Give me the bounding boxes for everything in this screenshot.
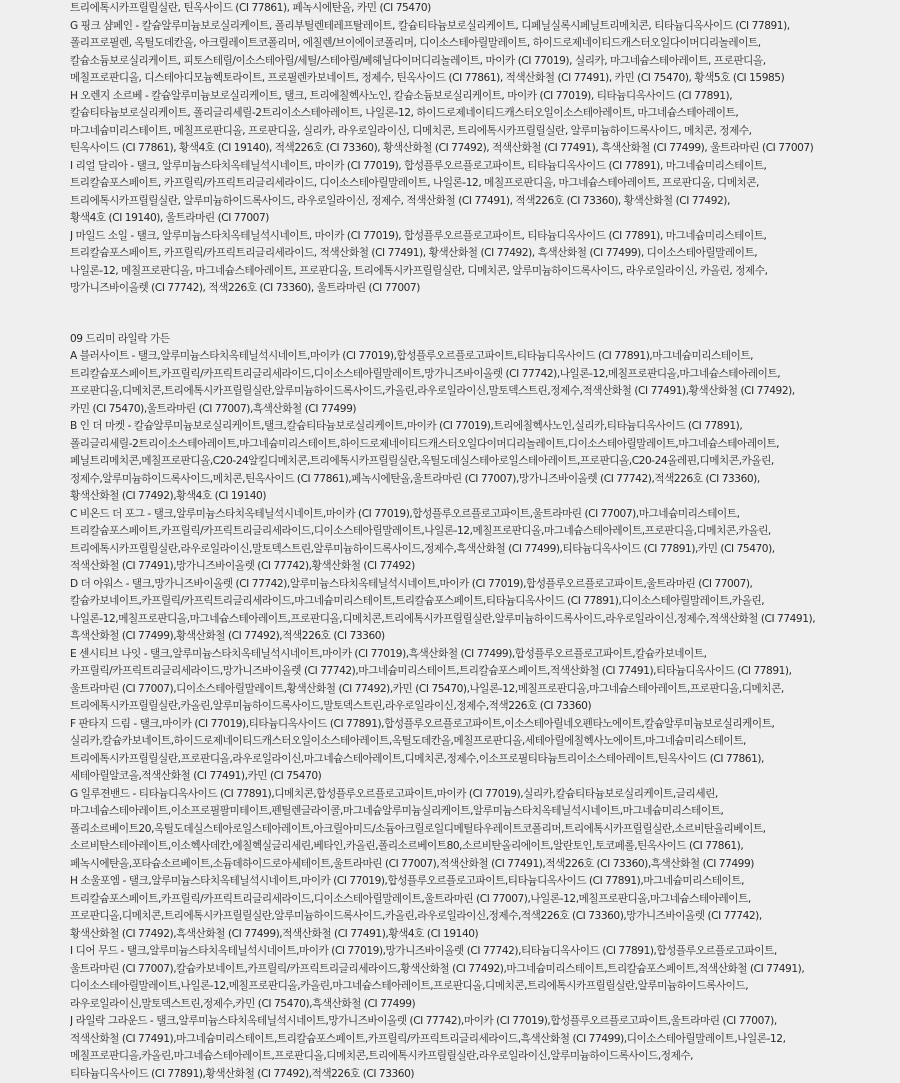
- ingredient-line: 페닐트리메치콘,메칠프로판디올,C20-24알킬디메치콘,트리에톡시카프릴릴실란,옥틸도데실스테아로일스테아레이트,프로판디올,C20-24올레핀,디메치콘,카올린,: [70, 453, 858, 471]
- section-title: 09 드리미 라일락 가든: [70, 331, 858, 349]
- ingredient-line: 트리에톡시카프릴릴실란,카올린,알루미늄하이드록사이드,말토덱스트린,라우로일라이신,정제수,적색226호 (CI 73360): [70, 698, 858, 716]
- ingredient-line: I 디어 무드 - 탤크,알루미늄스타치옥테닐석시네이트,마이카 (CI 77019),망가니즈바이올렛 (CI 77742),티타늄디옥사이드 (CI 77891),합성플루오르플로고파이트,: [70, 943, 858, 961]
- ingredient-line: 울트라마린 (CI 77007),디이소스테아릴말레이트,황색산화철 (CI 77492),카민 (CI 75470),나일론-12,메칠프로판디올,마그네슘스테아레이트,프로판디올,디메치콘,: [70, 681, 858, 699]
- ingredient-line: J 마일드 소일 - 탤크, 알루미늄스타치옥테닐석시네이트, 마이카 (CI 77019), 합성플루오르플로고파이트, 티타늄디옥사이드 (CI 77891), 마그네슘미리스테이트,: [70, 228, 858, 246]
- ingredient-line: H 소울포엠 - 탤크,알루미늄스타치옥테닐석시네이트,마이카 (CI 77019),합성플루오르플로고파이트,티타늄디옥사이드 (CI 77891),마그네슘미리스테이트,: [70, 873, 858, 891]
- ingredient-line: 폴리글리세릴-2트리이소스테아레이트,마그네슘미리스테이트,하이드로제네이티드캐스터오일다이머디리놀레이트,디이소스테아릴말레이트,마그네슘스테아레이트,: [70, 436, 858, 454]
- ingredient-line: D 더 아워스 - 탤크,망가니즈바이올렛 (CI 77742),알루미늄스타치옥테닐석시네이트,마이카 (CI 77019),합성플루오르플로고파이트,울트라마린 (CI 77007),: [70, 576, 858, 594]
- ingredient-line: 카민 (CI 75470),울트라마린 (CI 77007),흑색산화철 (CI 77499): [70, 401, 858, 419]
- ingredient-line: 프로판디올,디메치콘,트리에톡시카프릴릴실란,알루미늄하이드록사이드,카올린,라우로일라이신,정제수,적색226호 (CI 73360),망가니즈바이올렛 (CI 77742),: [70, 908, 858, 926]
- ingredient-line: 나일론-12, 메칠프로판디올, 마그네슘스테아레이트, 프로판디올, 트리에톡시카프릴릴실란, 디메치콘, 알루미늄하이드록사이드, 라우로일라이신, 카올린, 정제수,: [70, 263, 858, 281]
- ingredient-line: 카프릴릭/카프릭트리글리세라이드,망가니즈바이올렛 (CI 77742),마그네슘미리스테이트,트리칼슘포스페이트,적색산화철 (CI 77491),티타늄디옥사이드 (CI 77891),: [70, 663, 858, 681]
- ingredient-line: 나일론-12,메칠프로판디올,마그네슘스테아레이트,프로판디올,디메치콘,트리에톡시카프릴릴실란,알루미늄하이드록사이드,라우로일라이신,정제수,적색산화철 (CI 77491),: [70, 611, 858, 629]
- ingredient-line: I 리얼 달리아 - 탤크, 알루미늄스타치옥테닐석시네이트, 마이카 (CI 77019), 합성플루오르플로고파이트, 티타늄디옥사이드 (CI 77891), 마그네슘미리스테이트,: [70, 158, 858, 176]
- ingredient-line: 메칠프로판디올, 디스테아디모늄헥토라이트, 프로필렌카보네이트, 정제수, 틴옥사이드 (CI 77861), 적색산화철 (CI 77491), 카민 (CI 75470), 황색5호 (CI 15985): [70, 70, 858, 88]
- ingredient-line: 디이소스테아릴말레이트,나일론-12,메칠프로판디올,카올린,마그네슘스테아레이트,프로판디올,디메치콘,트리에톡시카프릴릴실란,알루미늄하이드록사이드,: [70, 978, 858, 996]
- ingredient-line: C 비온드 더 포그 - 탤크,알루미늄스타치옥테닐석시네이트,마이카 (CI 77019),합성플루오르플로고파이트,울트라마린 (CI 77007),마그네슘미리스테이트,: [70, 506, 858, 524]
- ingredient-line: 흑색산화철 (CI 77499),황색산화철 (CI 77492),적색226호 (CI 73360): [70, 628, 858, 646]
- ingredient-line: B 인 더 마켓 - 칼슘알루미늄보로실리케이트,탤크,칼슘티타늄보로실리케이트,마이카 (CI 77019),트리에칠헥사노인,실리카,티타늄디옥사이드 (CI 77891),: [70, 418, 858, 436]
- ingredient-line: 트리에톡시카프릴릴실란,프로판디올,라우로일라이신,마그네슘스테아레이트,디메치콘,정제수,이소프로필티타늄트리이소스테아레이트,틴옥사이드 (CI 77861),: [70, 751, 858, 769]
- ingredient-line: 황색산화철 (CI 77492),흑색산화철 (CI 77499),적색산화철 (CI 77491),황색4호 (CI 19140): [70, 926, 858, 944]
- ingredient-line: 트리에톡시카프릴릴실란,라우로일라이신,말토덱스트린,알루미늄하이드록사이드,정제수,흑색산화철 (CI 77499),티타늄디옥사이드 (CI 77891),카민 (CI 75470),: [70, 541, 858, 559]
- section-previous-ingredients: [70, 0, 858, 298]
- ingredient-line: 황색4호 (CI 19140), 울트라마린 (CI 77007): [70, 210, 858, 228]
- ingredient-line: 적색산화철 (CI 77491),망가니즈바이올렛 (CI 77742),황색산화철 (CI 77492): [70, 558, 858, 576]
- ingredient-line: 트리에톡시카프릴릴실란, 틴옥사이드 (CI 77861), 페녹시에탄올, 카민 (CI 75470): [70, 0, 858, 18]
- ingredient-line: F 판타지 드림 - 탤크,마이카 (CI 77019),티타늄디옥사이드 (CI 77891),합성플루오르플로고파이트,이소스테아릴네오펜타노에이트,칼슘알루미늄보로실리케이트,: [70, 716, 858, 734]
- ingredient-line: 트리에톡시카프릴릴실란, 알루미늄하이드록사이드, 라우로일라이신, 정제수, 적색산화철 (CI 77491), 적색226호 (CI 73360), 황색산화철 (CI 77492),: [70, 193, 858, 211]
- ingredient-line: G 핑크 샴페인 - 칼슘알루미늄보로실리케이트, 폴리부틸렌테레프탈레이트, 칼슘티타늄보로실리케이트, 디페닐실록시페닐트리메치콘, 티타늄디옥사이드 (CI 77891),: [70, 18, 858, 36]
- ingredient-line: H 오렌지 소르베 - 칼슘알루미늄보로실리케이트, 탤크, 트리에칠헥사노인, 칼슘소듐보로실리케이트, 마이카 (CI 77019), 티타늄디옥사이드 (CI 77891),: [70, 88, 858, 106]
- section-dreamy-lilac-garden: [70, 331, 858, 1083]
- ingredient-line: 적색산화철 (CI 77491),마그네슘미리스테이트,트리칼슘포스페이트,카프릴릭/카프릭트리글리세라이드,흑색산화철 (CI 77499),디이소스테아릴말레이트,나일론-12,: [70, 1031, 858, 1049]
- ingredient-line: 트리칼슘포스페이트,카프릴릭/카프릭트리글리세라이드,디이소스테아릴말레이트,울트라마린 (CI 77007),나일론-12,메칠프로판디올,마그네슘스테아레이트,: [70, 891, 858, 909]
- ingredient-line: 칼슘카보네이트,카프릴릭/카프릭트리글리세라이드,마그네슘미리스테이트,트리칼슘포스페이트,티타늄디옥사이드 (CI 77891),디이소스테아릴말레이트,카올린,: [70, 593, 858, 611]
- ingredient-line: 페녹시에탄올,포타슘소르베이트,소듐데하이드로아세테이트,울트라마린 (CI 77007),적색산화철 (CI 77491),적색226호 (CI 73360),흑색산화철 (CI 77499): [70, 856, 858, 874]
- ingredient-line: 실리카,칼슘카보네이트,하이드로제네이티드캐스터오일이소스테아레이트,옥틸도데칸올,메칠프로판디올,세테아릴에칠헥사노에이트,마그네슘미리스테이트,: [70, 733, 858, 751]
- ingredient-line: 메칠프로판디올,카올린,마그네슘스테아레이트,프로판디올,디메치콘,트리에톡시카프릴릴실란,라우로일라이신,알루미늄하이드록사이드,정제수,: [70, 1048, 858, 1066]
- ingredient-line: 프로판디올,디메치콘,트리에톡시카프릴릴실란,알루미늄하이드록사이드,카올린,라우로일라이신,말토덱스트린,정제수,적색산화철 (CI 77491),황색산화철 (CI 77492),: [70, 383, 858, 401]
- ingredient-line: J 라일락 그라운드 - 탤크,알루미늄스타치옥테닐석시네이트,망가니즈바이올렛 (CI 77742),마이카 (CI 77019),합성플루오르플로고파이트,울트라마린 (CI 77007),: [70, 1013, 858, 1031]
- ingredient-line: 마그네슘미리스테이트, 메칠프로판디올, 프로판디올, 실리카, 라우로일라이신, 디메치콘, 트리에톡시카프릴릴실란, 알루미늄하이드록사이드, 메치콘, 정제수,: [70, 123, 858, 141]
- ingredient-line: 마그네슘스테아레이트,이소프로필팔미테이트,펜틸렌글라이콜,마그네슘알루미늄실리케이트,알루미늄스타치옥테닐석시네이트,마그네슘미리스테이트,: [70, 803, 858, 821]
- ingredient-line: 티타늄디옥사이드 (CI 77891),황색산화철 (CI 77492),적색226호 (CI 73360): [70, 1066, 858, 1083]
- ingredient-line: 황색산화철 (CI 77492),황색4호 (CI 19140): [70, 488, 858, 506]
- ingredient-line: 트리칼슘포스페이트, 카프릴릭/카프릭트리글리세라이드, 디이소스테아릴말레이트, 나일론-12, 메칠프로판디올, 마그네슘스테아레이트, 프로판디올, 디메치콘,: [70, 175, 858, 193]
- ingredient-line: 정제수,알루미늄하이드록사이드,메치콘,틴옥사이드 (CI 77861),페녹시에탄올,울트라마린 (CI 77007),망가니즈바이올렛 (CI 77742),적색226호 (CI 73360),: [70, 471, 858, 489]
- ingredient-line: A 블러사이트 - 탤크,알루미늄스타치옥테닐석시네이트,마이카 (CI 77019),합성플루오르플로고파이트,티타늄디옥사이드 (CI 77891),마그네슘미리스테이트,: [70, 348, 858, 366]
- ingredient-line: 트리칼슘포스페이트,카프릴릭/카프릭트리글리세라이드,디이소스테아릴말레이트,망가니즈바이올렛 (CI 77742),나일론-12,메칠프로판디올,마그네슘스테아레이트,: [70, 366, 858, 384]
- ingredient-line: 틴옥사이드 (CI 77861), 황색4호 (CI 19140), 적색226호 (CI 73360), 황색산화철 (CI 77492), 적색산화철 (CI 77491), 흑색산화철 (CI 77499), 울트라마린 (CI 77007): [70, 140, 858, 158]
- ingredient-line: 라우로일라이신,말토덱스트린,정제수,카민 (CI 75470),흑색산화철 (CI 77499): [70, 996, 858, 1014]
- ingredient-line: E 센시티브 나잇 - 탤크,알루미늄스타치옥테닐석시네이트,마이카 (CI 77019),흑색산화철 (CI 77499),합성플루오르플로고파이트,칼슘카보네이트,: [70, 646, 858, 664]
- ingredient-line: 소르비탄스테아레이트,이소헥사데칸,에칠헥실글리세린,베타인,카올린,폴리소르베이트80,소르비탄올리에이트,알란토인,토코페롤,틴옥사이드 (CI 77861),: [70, 838, 858, 856]
- ingredient-line: 폴리소르베이트20,옥틸도데실스테아로일스테아레이트,아크릴아미드/소듐아크릴로일디메틸타우레이트코폴리머,트리에톡시카프릴릴실란,소르비탄올리베이트,: [70, 821, 858, 839]
- ingredient-line: 폴리프로필렌, 옥틸도데칸올, 아크릴레이트코폴리머, 에칠렌/브이에이코폴리머, 디이소스테아릴말레이트, 하이드로제네이티드캐스터오일다이머디리놀레이트,: [70, 35, 858, 53]
- ingredient-line: 트리칼슘포스페이트,카프릴릭/카프릭트리글리세라이드,디이소스테아릴말레이트,나일론-12,메칠프로판디올,마그네슘스테아레이트,프로판디올,디메치콘,카올린,: [70, 523, 858, 541]
- ingredient-line: 망가니즈바이올렛 (CI 77742), 적색226호 (CI 73360), 울트라마린 (CI 77007): [70, 280, 858, 298]
- ingredient-line: G 일루젼밴드 - 티타늄디옥사이드 (CI 77891),디메치콘,합성플루오르플로고파이트,마이카 (CI 77019),실리카,칼슘티타늄보로실리케이트,글리세린,: [70, 786, 858, 804]
- ingredient-line: 세테아릴알코올,적색산화철 (CI 77491),카민 (CI 75470): [70, 768, 858, 786]
- ingredient-line: 칼슘소듐보로실리케이트, 피토스테릴/이소스테아릴/세틸/스테아릴/베헤닐다이머디리놀레이트, 마이카 (CI 77019), 실리카, 마그네슘스테아레이트, 프로판디올,: [70, 53, 858, 71]
- ingredient-line: 울트라마린 (CI 77007),칼슘카보네이트,카프릴릭/카프릭트리글리세라이드,황색산화철 (CI 77492),마그네슘미리스테이트,트리칼슘포스페이트,적색산화철 (CI 77491),: [70, 961, 858, 979]
- ingredient-line: 트리칼슘포스페이트, 카프릴릭/카프릭트리글리세라이드, 적색산화철 (CI 77491), 황색산화철 (CI 77492), 흑색산화철 (CI 77499), 디이소스테아릴말레이트,: [70, 245, 858, 263]
- ingredient-line: 칼슘티타늄보로실리케이트, 폴리글리세릴-2트리이소스테아레이트, 나일론-12, 하이드로제네이티드캐스터오일이소스테아레이트, 마그네슘스테아레이트,: [70, 105, 858, 123]
